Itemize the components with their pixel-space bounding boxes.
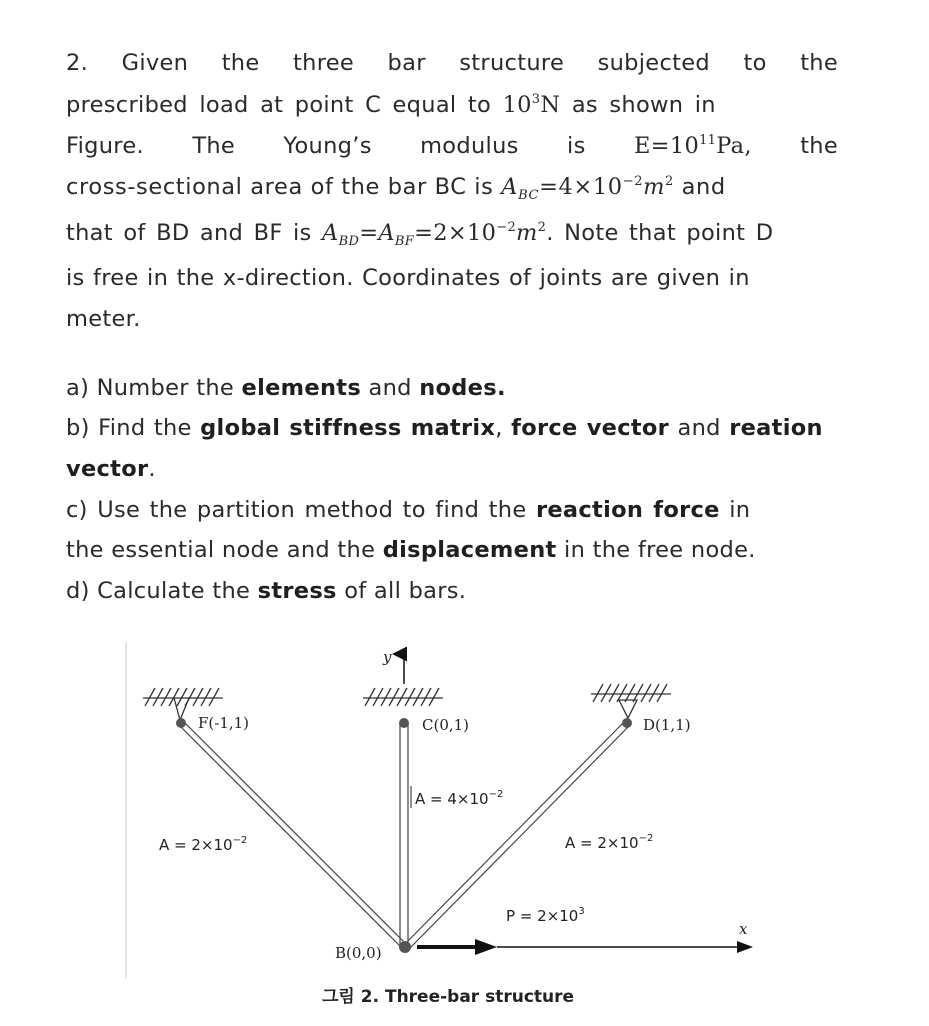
question-b-cont: vector. xyxy=(66,456,156,482)
label-node-C: C(0,1) xyxy=(422,716,470,734)
figure-caption: 그림 2. Three-bar structure xyxy=(322,987,575,1007)
question-c-cont: the essential node and the displacement in the free node. xyxy=(66,537,756,563)
intro-line-5 xyxy=(66,218,838,248)
area-bc-value: $A_{BC}=4\times 10^{-2}m^2$ xyxy=(501,174,674,203)
node-F xyxy=(176,718,186,728)
text-run: that of BD and BF is xyxy=(66,220,312,246)
intro-line-1 xyxy=(66,48,838,78)
label-area-BF: $A = 2\times 10^{-2}$ xyxy=(159,835,248,854)
text-run: . Note that point D xyxy=(546,220,774,246)
node-B xyxy=(399,941,411,953)
question-d: d) Calculate the stress of all bars. xyxy=(66,578,467,604)
question-c: c) Use the partition method to find the reaction force in xyxy=(66,497,751,523)
word: modulus xyxy=(420,133,519,159)
word: the xyxy=(800,50,839,76)
support-F-pin-2 xyxy=(180,698,189,720)
x-axis-label: x xyxy=(739,920,748,938)
label-node-F: F(-1,1) xyxy=(198,714,250,732)
word: The xyxy=(192,133,236,159)
word: Figure. xyxy=(66,133,144,159)
x-axis-arrow xyxy=(737,941,753,953)
word: subjected xyxy=(597,50,710,76)
node-C xyxy=(399,718,409,728)
word: is xyxy=(567,133,586,159)
word: the xyxy=(800,133,839,159)
label-load-P: $P = 2\times 10^3$ xyxy=(506,906,585,925)
word: the xyxy=(221,50,260,76)
label-node-B: B(0,0) xyxy=(335,944,382,962)
text-run: as shown in xyxy=(571,92,716,118)
intro-line-2 xyxy=(66,90,838,120)
label-node-D: D(1,1) xyxy=(643,716,691,734)
text-run: cross-sectional area of the bar BC is xyxy=(66,174,494,200)
load-arrow-head xyxy=(475,939,497,955)
y-axis-label: y xyxy=(383,648,392,666)
intro-line-7: meter. xyxy=(66,306,141,332)
text-run: prescribed load at point C equal to xyxy=(66,92,492,118)
area-bd-bf-value: $A_{BD}=A_{BF}=2\times 10^{-2}m^2$ xyxy=(322,220,547,249)
three-bar-figure xyxy=(125,640,765,980)
bar-BC xyxy=(400,724,408,946)
question-b: b) Find the global stiffness matrix, force vector and reation xyxy=(66,415,823,441)
intro-line-4 xyxy=(66,172,838,202)
youngs-modulus-value: $E=10^{11}Pa$, xyxy=(633,133,752,159)
support-D-hatch xyxy=(591,684,671,702)
word: structure xyxy=(459,50,565,76)
support-D-roller xyxy=(619,700,637,718)
word: Young’s xyxy=(283,133,372,159)
load-value: $10^3N$ xyxy=(502,92,561,118)
word: three xyxy=(293,50,355,76)
label-area-BC: $A = 4\times 10^{-2}$ xyxy=(415,789,504,808)
bar-BF xyxy=(178,722,408,948)
text-run: and xyxy=(681,174,726,200)
node-D xyxy=(622,718,632,728)
intro-line-6: is free in the x-direction. Coordinates of joints are given in xyxy=(66,265,750,291)
support-C-hatch xyxy=(363,688,443,706)
question-a: a) Number the elements and nodes. xyxy=(66,375,506,401)
word: to xyxy=(743,50,767,76)
label-area-BD: $A = 2\times 10^{-2}$ xyxy=(565,833,654,852)
word: Given xyxy=(121,50,189,76)
word: bar xyxy=(387,50,426,76)
intro-line-3 xyxy=(66,131,838,161)
problem-number: 2. xyxy=(66,50,89,76)
support-F-hatch xyxy=(143,688,223,706)
